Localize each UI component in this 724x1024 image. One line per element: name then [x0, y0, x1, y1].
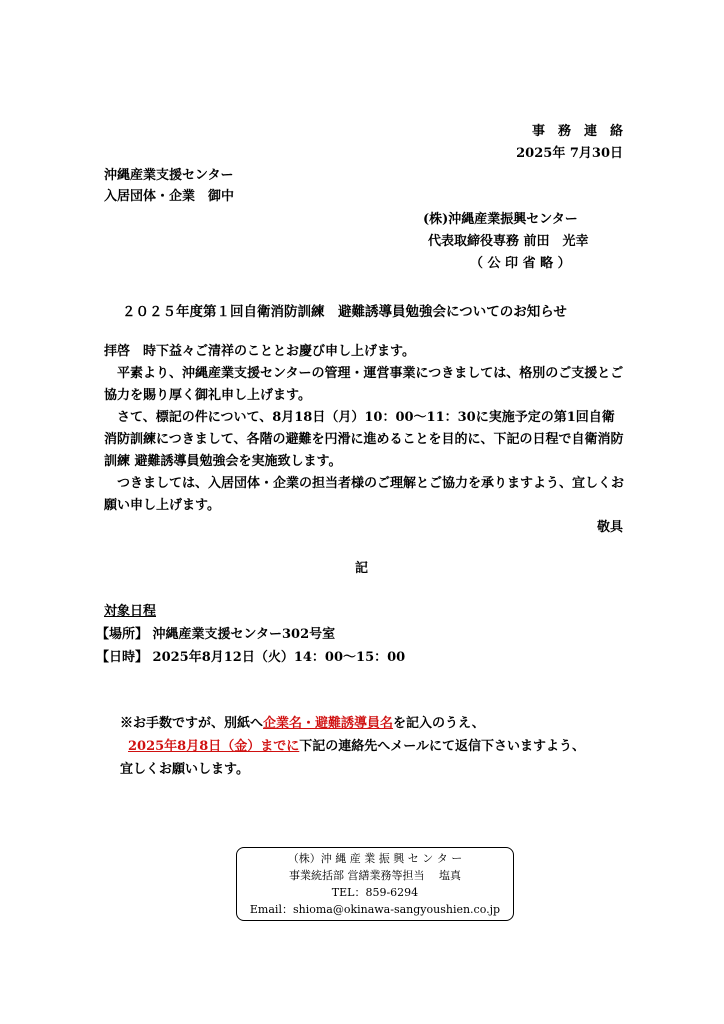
recipient-line1: 沖縄産業支援センター: [104, 168, 234, 183]
note-highlight-names: 企業名・避難誘導員名: [263, 716, 394, 731]
greeting-paragraph: 拝啓 時下益々ご清祥のこととお慶び申し上げます。: [104, 344, 415, 359]
note-line2-suffix: 下記の連絡先へメールにて返信下さいますよう、: [299, 739, 586, 754]
sender-org: (株)沖縄産業振興センター: [423, 212, 578, 227]
contact-dept: 事業統括部 営繕業務等担当 塩真: [289, 869, 461, 882]
contact-email[interactable]: Email：shioma@okinawa-sangyoushien.co.jp: [249, 903, 501, 916]
schedule-datetime: 【日時】 2025年8月12日（火）14：00～15：00: [96, 650, 406, 665]
note-prefix: ※お手数ですが、別紙へ: [120, 716, 264, 731]
purpose-paragraph: さて、標記の件について、8月18日（月）10：00～11：30に実施予定の第1回自衛消防訓練につきまして、各階の避難を円滑に進めることを目的に、下記の日程で自衛消防訓練 避難誘導員勉強会を実施致します。: [104, 410, 624, 469]
contact-org: （株）沖 縄 産 業 振 興 セ ン タ ー: [287, 852, 463, 865]
recipient-line2: 入居団体・企業 御中: [104, 189, 235, 204]
contact-box: [236, 847, 514, 921]
note-line1-suffix: を記入のうえ、: [393, 716, 485, 731]
schedule-heading: 対象日程: [104, 604, 157, 619]
page-title: ２０２５年度第１回自衛消防訓練 避難誘導員勉強会についてのお知らせ: [122, 304, 567, 320]
note-line1: [120, 716, 485, 732]
thanks-paragraph: 平素より、沖縄産業支援センターの管理・運営事業につきましては、格別のご支援とご協力を賜り厚く御礼申し上げます。: [104, 366, 624, 403]
seal-note: （ 公 印 省 略 ）: [470, 256, 571, 271]
note-line3: 宜しくお願いします。: [120, 762, 249, 777]
doc-type: 事 務 連 絡: [531, 124, 623, 139]
note-line2: [128, 739, 585, 755]
note-deadline: 2025年8月8日（金）までに: [128, 739, 300, 754]
closing-word: 敬具: [596, 520, 623, 535]
contact-tel: TEL：859-6294: [331, 886, 419, 899]
ki-heading: 記: [355, 561, 369, 576]
schedule-place: 【場所】 沖縄産業支援センター302号室: [96, 627, 336, 642]
letter-body: [104, 341, 624, 517]
sender-person: 代表取締役専務 前田 光幸: [428, 234, 589, 249]
doc-date: 2025年 7月30日: [516, 146, 623, 161]
request-paragraph: つきましては、入居団体・企業の担当者様のご理解とご協力を承りますよう、宜しくお願い申し上げます。: [104, 476, 625, 513]
